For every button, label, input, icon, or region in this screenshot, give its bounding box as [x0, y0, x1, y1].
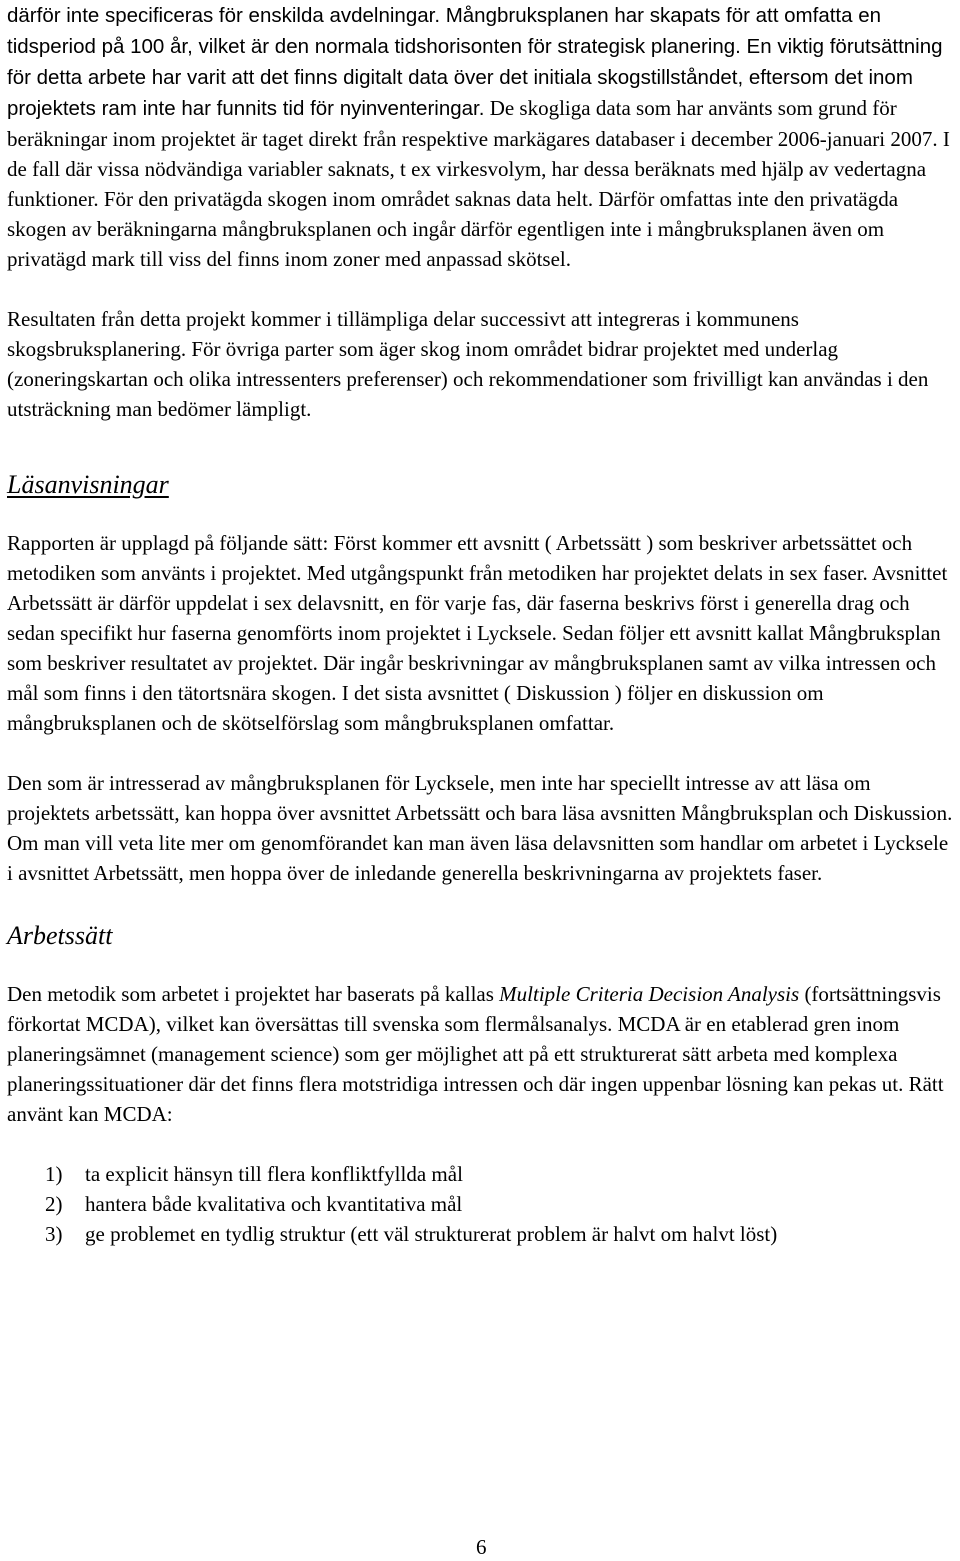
list-item	[7, 1159, 957, 1189]
document-page	[7, 0, 957, 1270]
heading-lasanvisningar: Läsanvisningar	[7, 470, 169, 499]
paragraph-report-structure: Rapporten är upplagd på följande sätt: Först kommer ett avsnitt ( Arbetssätt ) som beskriver arbetssättet och metodiken som använts i projektet. Med utgångspunkt från metodiken har projektet delats in sex faser. Avsnittet Arbetssätt är därför uppdelat i sex delavsnitt, en för varje fas, där faserna beskrivs först i generella drag och sedan specifikt hur faserna genomförts inom projektet i Lycksele. Sedan följer ett avsnitt kallat Mångbruksplan som beskriver resultatet av projektet. Där ingår beskrivningar av mångbruksplanen samt av vilka intressen och mål som finns i den tätortsnära skogen. I det sista avsnittet ( Diskussion ) följer en diskussion om mångbruksplanen och de skötselförslag som mångbruksplanen omfattar.	[7, 531, 948, 735]
page-number: 6	[476, 1535, 487, 1559]
methodology-term: Multiple Criteria Decision Analysis	[499, 982, 800, 1006]
paragraph-intro-serif: De skogliga data som har använts som grund för beräkningar inom projektet är taget direkt från respektive markägares databaser i december 2006-januari 2007. I de fall där vissa nödvändiga variabler saknats, t ex virkesvolym, har dessa beräknats med hjälp av vedertagna funktioner. För den privatägda skogen inom området saknas data helt. Därför omfattas inte den privatägda skogen av beräkningarna mångbruksplanen och ingår därför egentligen inte i mångbruksplanen även om privatägd mark till viss del finns inom zoner med anpassad skötsel.	[7, 96, 950, 271]
methodology-text-end: (fortsättningsvis förkortat MCDA), vilket kan översättas till svenska som flermålsanalys. MCDA är en etablerad gren inom planeringsämnet (management science) som ger möjlighet att på ett strukturerat sätt arbeta med komplexa planeringssituationer där det finns flera motstridiga intressen och där ingen uppenbar lösning kan pekas ut. Rätt använt kan MCDA:	[7, 982, 944, 1126]
list-item-number: 1)	[45, 1162, 63, 1186]
list-item-text: ge problemet en tydlig struktur (ett väl strukturerat problem är halvt om halvt löst)	[85, 1222, 778, 1246]
paragraph-intro	[7, 0, 957, 274]
list-item-number: 3)	[45, 1222, 63, 1246]
paragraph-reading-guide: Den som är intresserad av mångbruksplanen för Lycksele, men inte har speciellt intresse av att läsa om projektets arbetssätt, kan hoppa över avsnittet Arbetssätt och bara läsa avsnitten Mångbruksplan och Diskussion. Om man vill veta lite mer om genomförandet kan man även läsa delavsnitten som handlar om arbetet i Lycksele i avsnittet Arbetssätt, men hoppa över de inledande generella beskrivningarna av projektets faser.	[7, 771, 953, 885]
list-item-text: ta explicit hänsyn till flera konfliktfyllda mål	[85, 1162, 463, 1186]
paragraph-results: Resultaten från detta projekt kommer i tillämpliga delar successivt att integreras i kommunens skogsbruksplanering. För övriga parter som äger skog inom området bidrar projektet med underlag (zoneringskartan och olika intressenters preferenser) och rekommendationer som frivilligt kan användas i den utsträckning man bedömer lämpligt.	[7, 307, 929, 421]
methodology-text-start: Den metodik som arbetet i projektet har baserats på kallas	[7, 982, 500, 1006]
list-item-text: hantera både kvalitativa och kvantitativa mål	[85, 1192, 463, 1216]
paragraph-methodology	[7, 979, 957, 1129]
heading-arbetssatt: Arbetssätt	[7, 921, 113, 950]
paragraph-intro-sans: därför inte specificeras för enskilda avdelningar. Mångbruksplanen har skapats för att omfatta en tidsperiod på 100 år, vilket är den normala tidshorisonten för strategisk planering. En viktig förutsättning för detta arbete har varit att det finns digitalt data över det initiala skogstillståndet, eftersom det inom projektets ram inte har funnits tid för nyinventeringar.	[7, 4, 943, 120]
list-item	[7, 1189, 957, 1219]
list-item	[7, 1219, 957, 1249]
list-item-number: 2)	[45, 1192, 63, 1216]
mcda-list	[7, 1159, 957, 1249]
